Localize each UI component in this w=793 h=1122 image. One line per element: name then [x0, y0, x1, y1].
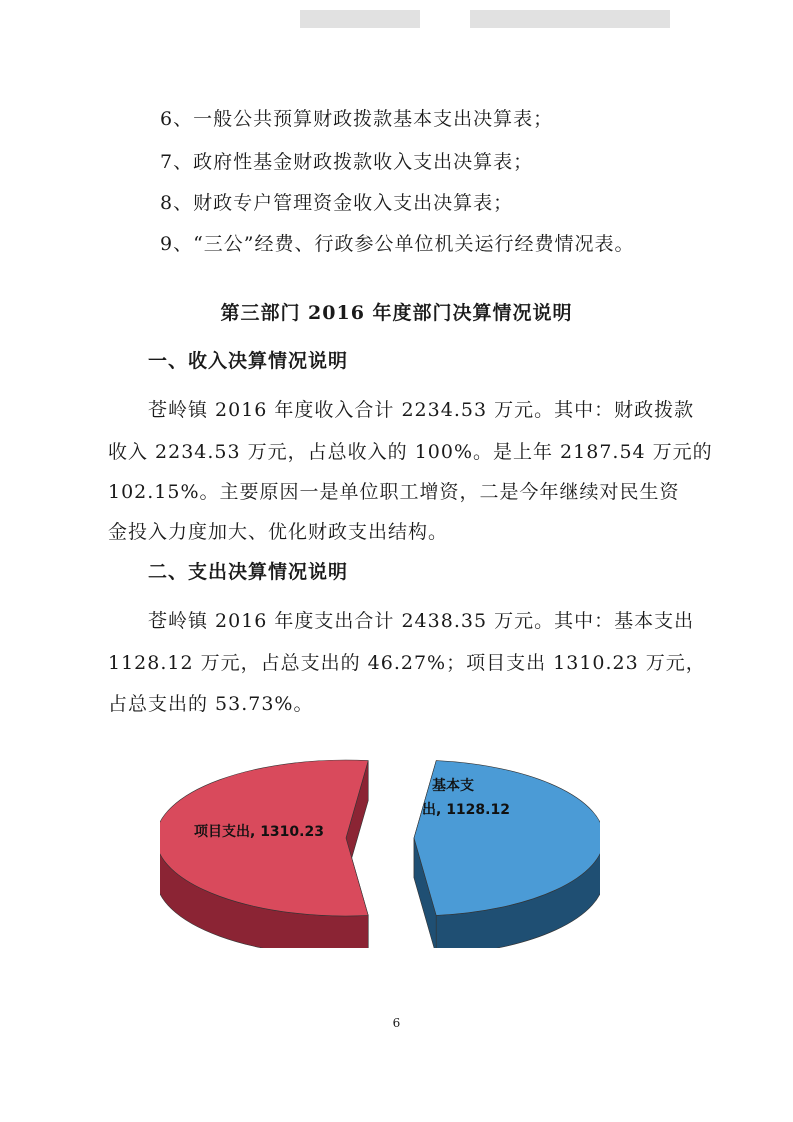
page-number: 6: [392, 1016, 401, 1030]
income-paragraph-line: 102.15%。主要原因一是单位职工增资，二是今年继续对民生资: [108, 481, 680, 503]
pie-label-basic: 出, 1128.12: [422, 802, 510, 818]
pie-label-basic: 基本支: [432, 778, 474, 794]
expense-paragraph-line: 苍岭镇 2016 年度支出合计 2438.35 万元。其中：基本支出: [148, 610, 695, 632]
pie-slice-group: [160, 760, 368, 948]
list-item: 8、财政专户管理资金收入支出决算表；: [160, 192, 514, 214]
scan-artifact: [300, 10, 420, 28]
income-paragraph-line: 苍岭镇 2016 年度收入合计 2234.53 万元。其中：财政拨款: [148, 399, 695, 421]
section-title: 第三部门 2016 年度部门决算情况说明: [220, 302, 573, 324]
expense-heading: 二、支出决算情况说明: [148, 561, 349, 583]
scan-artifact: [470, 10, 670, 28]
expense-paragraph-line: 占总支出的 53.73%。: [108, 693, 314, 715]
pie-label-project: 项目支出, 1310.23: [194, 824, 324, 840]
list-item: 9、“三公”经费、行政参公单位机关运行经费情况表。: [160, 233, 635, 255]
list-item: 6、一般公共预算财政拨款基本支出决算表；: [160, 108, 554, 130]
list-item: 7、政府性基金财政拨款收入支出决算表；: [160, 151, 534, 173]
expense-paragraph-line: 1128.12 万元，占总支出的 46.27%；项目支出 1310.23 万元，: [108, 652, 706, 674]
income-heading: 一、收入决算情况说明: [148, 350, 349, 372]
income-paragraph-line: 收入 2234.53 万元，占总收入的 100%。是上年 2187.54 万元的: [108, 441, 713, 463]
income-paragraph-line: 金投入力度加大、优化财政支出结构。: [108, 521, 449, 543]
expense-pie-chart: [160, 748, 600, 948]
